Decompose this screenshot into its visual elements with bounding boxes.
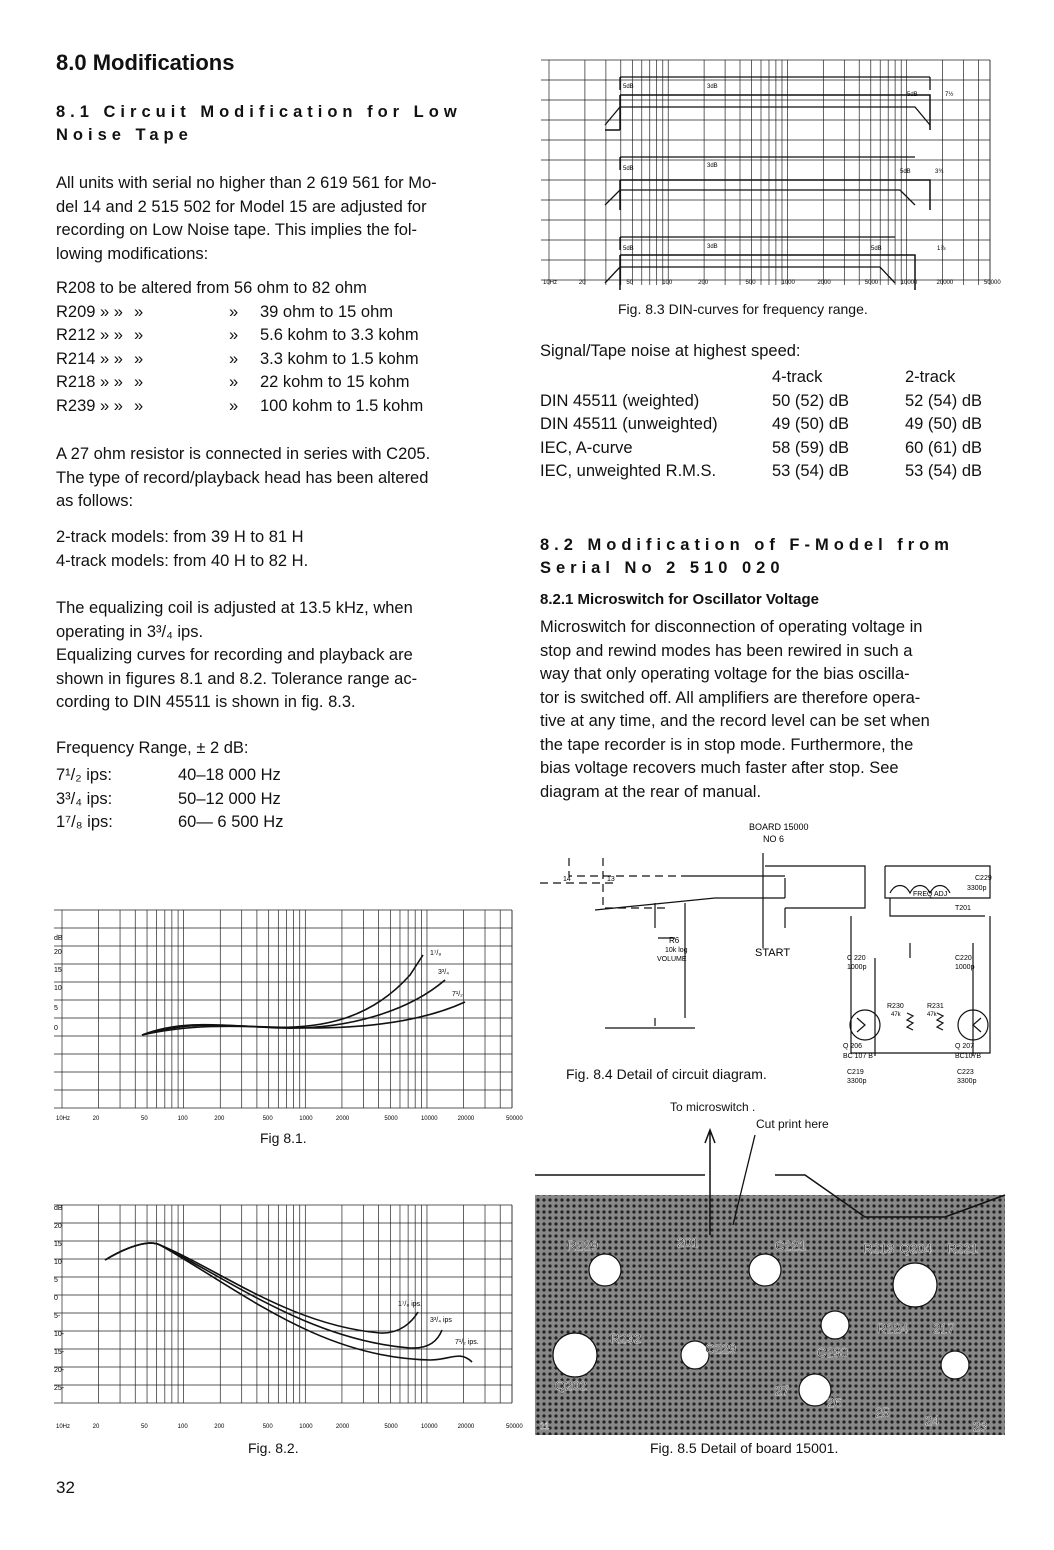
x-tick-label: 20000 bbox=[457, 1424, 475, 1430]
svg-text:R224: R224 bbox=[877, 1321, 909, 1336]
section-8-1-title: 8.1 Circuit Modification for Low Noise Tape bbox=[56, 103, 462, 144]
svg-text:1⁷/₈: 1⁷/₈ bbox=[430, 950, 442, 957]
x-tick-label: 50000 bbox=[506, 1116, 523, 1122]
x-tick-label: 20000 bbox=[936, 280, 954, 286]
table-row: IEC, A-curve 58 (59) dB 60 (61) dB bbox=[540, 438, 983, 457]
x-tick-label: 2000 bbox=[817, 280, 831, 286]
svg-text:BOARD 15000: BOARD 15000 bbox=[749, 822, 809, 832]
section-8-1-intro: All units with serial no higher than 2 619 561 for Mo- del 14 and 2 515 502 for Model 15 are adjusted for recording on Low Noise tape. This implies the fol- lowing modifications: bbox=[56, 174, 437, 263]
svg-text:3dB: 3dB bbox=[707, 84, 718, 90]
figure-8-5-board-photo bbox=[535, 1125, 1005, 1435]
x-tick-label: 5000 bbox=[384, 1424, 398, 1430]
figure-8-5-caption: Fig. 8.5 Detail of board 15001. bbox=[650, 1440, 839, 1456]
x-tick-label: 10Hz bbox=[543, 280, 558, 286]
svg-text:C229: C229 bbox=[705, 1341, 737, 1356]
svg-text:5dB: 5dB bbox=[623, 246, 634, 252]
svg-text:0: 0 bbox=[54, 1025, 58, 1032]
svg-text:5dB: 5dB bbox=[871, 246, 882, 252]
svg-text:R6: R6 bbox=[669, 936, 680, 945]
svg-text:1⅞: 1⅞ bbox=[937, 246, 946, 252]
svg-text:217: 217 bbox=[933, 1321, 955, 1336]
svg-text:25: 25 bbox=[875, 1405, 890, 1420]
change-row: R212 » » » » 5.6 kohm to 3.3 kohm bbox=[56, 326, 419, 344]
x-tick-label: 10Hz bbox=[56, 1424, 71, 1430]
figure-8-3-din-tolerance bbox=[535, 55, 1010, 295]
svg-text:3dB: 3dB bbox=[707, 244, 718, 250]
x-tick-label: 5000 bbox=[864, 280, 879, 286]
svg-text:1⁷/₈ ips.: 1⁷/₈ ips. bbox=[398, 1301, 423, 1308]
x-tick-label: 20 bbox=[578, 280, 586, 286]
x-tick-label: 500 bbox=[745, 280, 756, 286]
svg-text:20-: 20- bbox=[54, 1367, 65, 1374]
x-tick-label: 500 bbox=[262, 1116, 273, 1122]
x-tick-label: 200 bbox=[214, 1424, 225, 1430]
svg-text:23: 23 bbox=[973, 1419, 988, 1434]
resistor-note: A 27 ohm resistor is connected in series with C205. The type of record/playback head has been altered as follows: bbox=[56, 445, 431, 510]
svg-text:5dB: 5dB bbox=[623, 166, 634, 172]
svg-text:BC107B: BC107B bbox=[955, 1053, 982, 1060]
x-tick-label: 50 bbox=[141, 1116, 148, 1122]
x-tick-label: 10000 bbox=[420, 1424, 438, 1430]
x-tick-label: 50 bbox=[141, 1424, 148, 1430]
figure-8-2-playback-curves bbox=[50, 1200, 523, 1435]
svg-text:27: 27 bbox=[775, 1383, 790, 1398]
x-tick-label: 50000 bbox=[984, 280, 1001, 286]
svg-text:C220: C220 bbox=[955, 955, 972, 962]
svg-text:5dB: 5dB bbox=[623, 84, 634, 90]
svg-text:15-: 15- bbox=[54, 1349, 65, 1356]
curve-1-7-8 bbox=[142, 955, 423, 1035]
svg-text:7¹/₂ ips.: 7¹/₂ ips. bbox=[455, 1339, 479, 1346]
resistor-changes-list bbox=[56, 277, 423, 418]
curve-1-7-8 bbox=[105, 1243, 418, 1333]
svg-text:47k: 47k bbox=[927, 1012, 937, 1018]
svg-text:10k log: 10k log bbox=[665, 947, 688, 954]
svg-text:R213: R213 bbox=[863, 1241, 895, 1256]
svg-text:5dB: 5dB bbox=[907, 92, 918, 98]
x-tick-label: 200 bbox=[698, 280, 709, 286]
svg-text:5: 5 bbox=[54, 1277, 58, 1284]
table-row: DIN 45511 (unweighted) 49 (50) dB 49 (50) dB bbox=[540, 415, 983, 433]
x-tick-label: 1000 bbox=[781, 280, 795, 286]
x-tick-label: 50000 bbox=[506, 1424, 523, 1430]
svg-text:10: 10 bbox=[54, 1259, 62, 1266]
table-header-row: 4-track 2-track bbox=[772, 368, 956, 386]
x-tick-label: 10000 bbox=[900, 280, 918, 286]
svg-text:20: 20 bbox=[54, 949, 62, 956]
svg-text:15: 15 bbox=[54, 1241, 62, 1248]
svg-text:3dB: 3dB bbox=[707, 163, 718, 169]
cut-print-label: Cut print here bbox=[756, 1117, 829, 1131]
svg-text:0: 0 bbox=[54, 1295, 58, 1302]
x-tick-label: 20000 bbox=[457, 1116, 475, 1122]
to-microswitch-label: To microswitch . bbox=[670, 1100, 756, 1114]
change-row: R218 » » » » 22 kohm to 15 kohm bbox=[56, 373, 410, 391]
svg-text:dB: dB bbox=[54, 1205, 63, 1212]
svg-text:R232: R232 bbox=[610, 1331, 642, 1346]
x-tick-label: 10000 bbox=[420, 1116, 438, 1122]
curve-7-1-2 bbox=[142, 1002, 465, 1035]
x-tick-label: 20 bbox=[92, 1116, 100, 1122]
svg-text:1000p: 1000p bbox=[847, 964, 867, 971]
change-row: R239 » » » » 100 kohm to 1.5 kohm bbox=[56, 396, 424, 415]
svg-text:START: START bbox=[755, 947, 791, 959]
svg-text:5dB: 5dB bbox=[900, 169, 911, 175]
svg-text:47k: 47k bbox=[891, 1012, 901, 1018]
change-row: R214 » » » » 3.3 kohm to 1.5 kohm bbox=[56, 349, 419, 368]
table-row: IEC, unweighted R.M.S. 53 (54) dB 53 (54) dB bbox=[540, 462, 983, 480]
x-tick-label: 10Hz bbox=[56, 1116, 71, 1122]
figure-8-1-record-curves bbox=[50, 890, 523, 1130]
svg-text:R231: R231 bbox=[927, 1003, 944, 1010]
figure-8-4-circuit bbox=[535, 818, 1005, 1090]
svg-text:201: 201 bbox=[677, 1235, 699, 1250]
frequency-range-list: 7¹/₂ ips: 40–18 000 Hz 3³/₄ ips: 50–12 000 Hz 1⁷/₈ ips: 60— 6 500 Hz bbox=[56, 766, 284, 831]
svg-text:C223: C223 bbox=[957, 1069, 974, 1076]
svg-text:C 220: C 220 bbox=[847, 955, 866, 962]
change-row: R208 to be altered from 56 ohm to 82 ohm bbox=[56, 279, 367, 297]
svg-text:Q 207: Q 207 bbox=[955, 1043, 975, 1050]
svg-text:11: 11 bbox=[540, 1421, 550, 1431]
x-tick-label: 2000 bbox=[335, 1424, 350, 1430]
svg-text:C219: C219 bbox=[847, 1069, 864, 1076]
svg-text:VOLUME: VOLUME bbox=[657, 956, 687, 963]
equalizing-text: The equalizing coil is adjusted at 13.5 kHz, when operating in 3³/₄ ips. Equalizing curves for recording and playback are shown in figures 8.1 and 8.2. Tolerance range ac- cording to DIN 45511 is shown in fig. 8.3. bbox=[56, 599, 418, 711]
section-8-2-1-text: Microswitch for disconnection of operating voltage in stop and rewind modes has been rewired in such a way that only operating voltage for the bias oscilla- tor is switched off. All amplifiers are therefore opera- tive at any time, and the record level can be set when the tape recorder is in stop mode. Furthermore, the bias voltage recovers much faster after stop. See diagram at the rear of manual. bbox=[540, 618, 930, 801]
page-heading: 8.0 Modifications bbox=[56, 50, 235, 75]
svg-text:C230: C230 bbox=[817, 1345, 849, 1360]
svg-text:R230: R230 bbox=[887, 1003, 904, 1010]
svg-text:NO 6: NO 6 bbox=[763, 834, 785, 844]
frequency-range-title: Frequency Range, ± 2 dB: bbox=[56, 739, 249, 757]
page-number: 32 bbox=[56, 1478, 75, 1497]
svg-text:Q 206: Q 206 bbox=[843, 1043, 863, 1050]
change-row: R209 » » » » 39 ohm to 15 ohm bbox=[56, 302, 393, 321]
svg-text:C221: C221 bbox=[775, 1238, 807, 1253]
svg-text:Q202: Q202 bbox=[555, 1378, 587, 1393]
svg-text:T201: T201 bbox=[955, 905, 971, 912]
svg-text:3300p: 3300p bbox=[957, 1078, 977, 1085]
svg-text:7¹/₂: 7¹/₂ bbox=[452, 991, 463, 998]
svg-text:3¾: 3¾ bbox=[935, 169, 944, 175]
section-8-2-1-title: 8.2.1 Microswitch for Oscillator Voltage bbox=[540, 591, 819, 608]
svg-text:3300p: 3300p bbox=[967, 885, 987, 892]
svg-text:24: 24 bbox=[925, 1413, 940, 1428]
svg-text:13: 13 bbox=[607, 876, 615, 883]
svg-text:R229: R229 bbox=[567, 1238, 599, 1253]
x-tick-label: 100 bbox=[177, 1116, 188, 1122]
x-tick-label: 5000 bbox=[384, 1116, 398, 1122]
svg-text:10-: 10- bbox=[54, 1331, 65, 1338]
svg-text:26: 26 bbox=[827, 1395, 842, 1410]
svg-text:15: 15 bbox=[54, 967, 62, 974]
svg-text:FREQ ADJ: FREQ ADJ bbox=[913, 891, 948, 898]
noise-title: Signal/Tape noise at highest speed: bbox=[540, 342, 801, 360]
svg-text:3300p: 3300p bbox=[847, 1078, 867, 1085]
figure-8-4-caption: Fig. 8.4 Detail of circuit diagram. bbox=[566, 1066, 767, 1082]
svg-text:3³/₄: 3³/₄ bbox=[438, 969, 450, 976]
x-tick-label: 2000 bbox=[335, 1116, 350, 1122]
section-8-2-title: 8.2 Modification of F-Model from Serial No 2 510 020 bbox=[540, 536, 954, 577]
svg-text:dB: dB bbox=[54, 935, 63, 942]
x-tick-label: 1000 bbox=[299, 1424, 313, 1430]
table-row: DIN 45511 (weighted) 50 (52) dB 52 (54) dB bbox=[540, 391, 983, 410]
svg-text:1000p: 1000p bbox=[955, 964, 975, 971]
svg-text:5: 5 bbox=[54, 1005, 58, 1012]
svg-text:14: 14 bbox=[563, 876, 571, 883]
x-tick-label: 200 bbox=[214, 1116, 225, 1122]
svg-text:3³/₄ ips: 3³/₄ ips bbox=[430, 1317, 452, 1324]
head-types: 2-track models: from 39 H to 81 H 4-track models: from 40 H to 82 H. bbox=[56, 528, 309, 570]
svg-text:20: 20 bbox=[54, 1223, 62, 1230]
svg-text:R221: R221 bbox=[947, 1241, 979, 1256]
svg-text:5-: 5- bbox=[54, 1313, 61, 1320]
x-tick-label: 100 bbox=[662, 280, 673, 286]
svg-text:25-: 25- bbox=[54, 1385, 65, 1392]
figure-8-2-caption: Fig. 8.2. bbox=[248, 1440, 299, 1456]
x-tick-label: 100 bbox=[177, 1424, 188, 1430]
svg-text:BC 107 B: BC 107 B bbox=[843, 1053, 873, 1060]
x-tick-label: 1000 bbox=[299, 1116, 313, 1122]
x-tick-label: 50 bbox=[626, 280, 634, 286]
figure-8-1-caption: Fig 8.1. bbox=[260, 1130, 307, 1146]
noise-table bbox=[540, 366, 1005, 484]
figure-8-3-caption: Fig. 8.3 DIN-curves for frequency range. bbox=[618, 301, 868, 317]
svg-text:10: 10 bbox=[54, 985, 62, 992]
x-tick-label: 500 bbox=[262, 1424, 273, 1430]
svg-text:C229: C229 bbox=[975, 875, 992, 882]
svg-text:Q204: Q204 bbox=[900, 1241, 932, 1256]
x-tick-label: 20 bbox=[92, 1424, 100, 1430]
svg-text:7½: 7½ bbox=[945, 92, 954, 98]
